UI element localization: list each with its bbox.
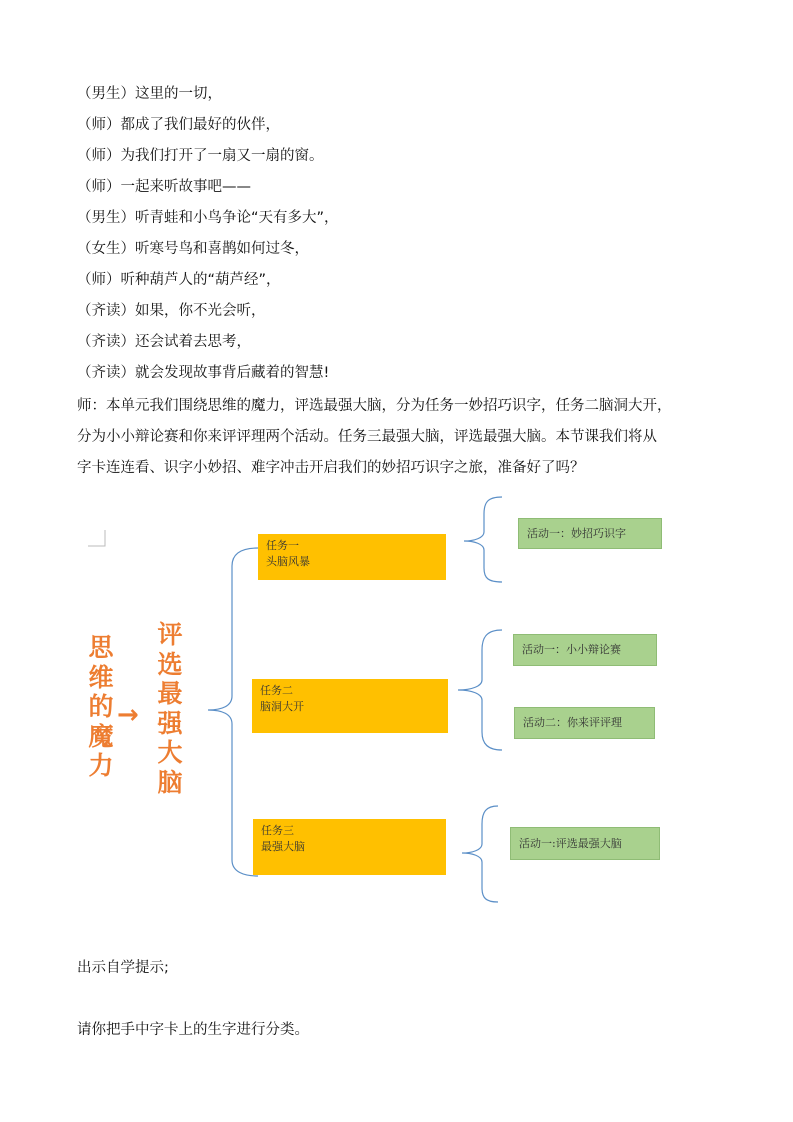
instruction-text: 请你把手中字卡上的生字进行分类。 xyxy=(77,1022,309,1038)
dialogue-line: （齐读）就会发现故事背后藏着的智慧! xyxy=(77,365,330,381)
theme-left: 思 维 的 魔 力 xyxy=(88,633,114,780)
task-box-1 xyxy=(258,534,446,580)
dialogue-line: （师）一起来听故事吧—— xyxy=(77,179,251,195)
activity-box: 活动一:评选最强大脑 xyxy=(510,827,660,860)
task-title: 任务一 xyxy=(266,539,299,552)
activity-box: 活动二：你来评评理 xyxy=(514,707,655,739)
task-name: 最强大脑 xyxy=(261,840,305,853)
dialogue-line: （齐读）还会试着去思考， xyxy=(77,334,251,350)
task-title: 任务三 xyxy=(261,824,294,837)
brace-task2 xyxy=(458,630,502,750)
activity-box: 活动一：妙招巧识字 xyxy=(518,518,662,549)
activity-box: 活动一：小小辩论赛 xyxy=(513,634,657,666)
main-brace xyxy=(208,548,258,876)
dialogue-line: （女生）听寒号鸟和喜鹊如何过冬， xyxy=(77,241,309,257)
brace-task1 xyxy=(464,497,502,582)
dialogue-line: （齐读）如果，你不光会听， xyxy=(77,303,266,319)
paragraph-line: 分为小小辩论赛和你来评评理两个活动。任务三最强大脑，评选最强大脑。本节课我们将从 xyxy=(77,429,657,445)
paragraph-line: 师：本单元我们围绕思维的魔力，评选最强大脑，分为任务一妙招巧识字，任务二脑洞大开， xyxy=(77,398,672,414)
theme-right: 评 选 最 强 大 脑 xyxy=(157,620,183,797)
dialogue-line: （师）都成了我们最好的伙伴， xyxy=(77,117,280,133)
task-name: 头脑风暴 xyxy=(266,555,310,568)
task-title: 任务二 xyxy=(260,684,293,697)
task-name: 脑洞大开 xyxy=(260,700,304,713)
paragraph-line: 字卡连连看、识字小妙招、难字冲击开启我们的妙招巧识字之旅，准备好了吗？ xyxy=(77,460,585,476)
dialogue-line: （师）听种葫芦人的“葫芦经”， xyxy=(77,272,281,288)
dialogue-line: （师）为我们打开了一扇又一扇的窗。 xyxy=(77,148,324,164)
brace-task3 xyxy=(462,806,498,902)
dialogue-line: （男生）听青蛙和小鸟争论“天有多大”， xyxy=(77,210,339,226)
arrow-icon: → xyxy=(117,700,139,730)
corner-mark xyxy=(88,530,105,546)
dialogue-line: （男生）这里的一切， xyxy=(77,86,222,102)
hint-text: 出示自学提示; xyxy=(77,960,169,976)
task-box-3 xyxy=(253,819,446,875)
task-box-2 xyxy=(252,679,448,733)
